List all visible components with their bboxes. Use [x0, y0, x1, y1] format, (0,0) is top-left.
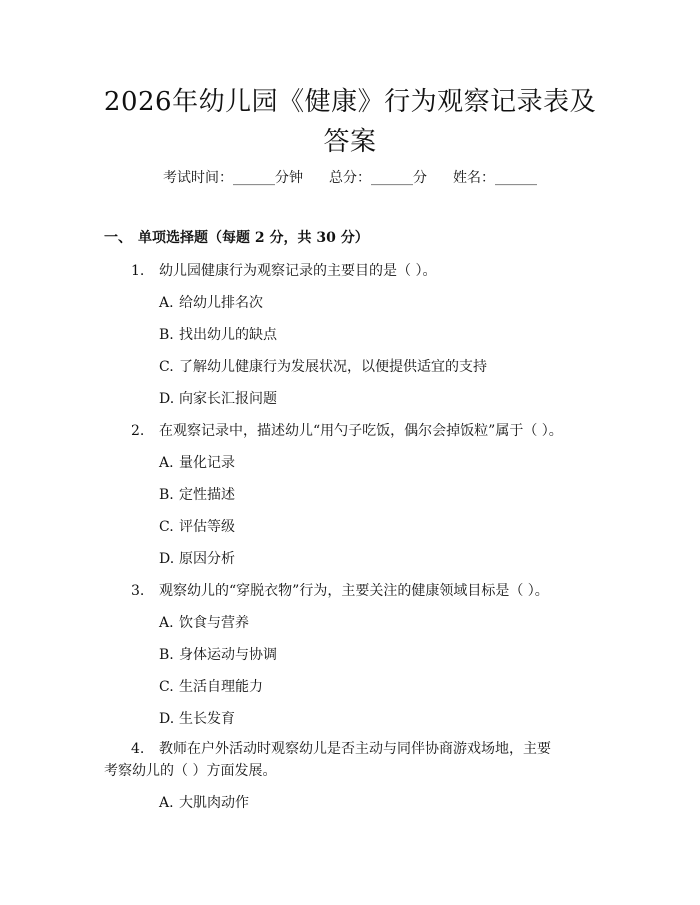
option-2c [159, 517, 235, 537]
question-number: 1. [131, 263, 145, 279]
question-text: 教师在户外活动时观察幼儿是否主动与同伴协商游戏场地，主要考察幼儿的（ ）方面发展。 [104, 741, 551, 779]
option-letter: D. [159, 391, 175, 407]
name-label: 姓名：______ [453, 170, 537, 186]
question-text: 观察幼儿的“穿脱衣物”行为，主要关注的健康领域目标是（ ）。 [159, 583, 549, 599]
option-text: 给幼儿排名次 [179, 295, 263, 311]
section-title: 单项选择题（每题 2 分，共 30 分） [138, 230, 369, 246]
option-text: 饮食与营养 [179, 615, 249, 631]
option-letter: B. [159, 327, 174, 343]
exam-meta [0, 168, 700, 188]
option-letter: C. [159, 359, 174, 375]
option-1d [159, 389, 277, 409]
question-1 [131, 261, 436, 281]
option-letter: C. [159, 519, 174, 535]
option-text: 生长发育 [179, 711, 235, 727]
section-number: 一、 [104, 230, 132, 246]
option-3c [159, 677, 263, 697]
option-letter: A. [159, 615, 174, 631]
question-text: 在观察记录中，描述幼儿“用勺子吃饭，偶尔会掉饭粒”属于（ ）。 [159, 423, 563, 439]
option-text: 大肌肉动作 [179, 795, 249, 811]
option-1b [159, 325, 277, 345]
section-heading [104, 228, 369, 248]
option-text: 定性描述 [179, 487, 235, 503]
option-text: 找出幼儿的缺点 [179, 327, 277, 343]
exam-time-label: 考试时间：______分钟 [163, 170, 303, 186]
option-text: 生活自理能力 [179, 679, 263, 695]
option-text: 评估等级 [179, 519, 235, 535]
option-text: 身体运动与协调 [179, 647, 277, 663]
option-letter: D. [159, 711, 175, 727]
option-letter: D. [159, 551, 175, 567]
question-number: 2. [131, 423, 145, 439]
option-2d [159, 549, 235, 569]
option-letter: B. [159, 487, 174, 503]
question-number: 4. [131, 741, 145, 757]
option-letter: A. [159, 795, 174, 811]
option-letter: A. [159, 295, 174, 311]
option-2a [159, 453, 235, 473]
question-number: 3. [131, 583, 145, 599]
option-text: 原因分析 [179, 551, 235, 567]
question-2 [131, 421, 563, 441]
option-text: 向家长汇报问题 [179, 391, 277, 407]
option-text: 了解幼儿健康行为发展状况，以便提供适宜的支持 [179, 359, 487, 375]
total-score-label: 总分：______分 [329, 170, 427, 186]
question-3 [131, 581, 549, 601]
option-3d [159, 709, 235, 729]
document-title: 2026年幼儿园《健康》行为观察记录表及答案 [103, 87, 597, 157]
option-text: 量化记录 [179, 455, 235, 471]
question-text: 幼儿园健康行为观察记录的主要目的是（ ）。 [159, 263, 437, 279]
option-4a [159, 793, 249, 813]
option-3a [159, 613, 249, 633]
option-2b [159, 485, 235, 505]
option-letter: B. [159, 647, 174, 663]
option-3b [159, 645, 277, 665]
question-4 [104, 738, 564, 782]
option-letter: C. [159, 679, 174, 695]
option-letter: A. [159, 455, 174, 471]
option-1c [159, 357, 487, 377]
option-1a [159, 293, 263, 313]
